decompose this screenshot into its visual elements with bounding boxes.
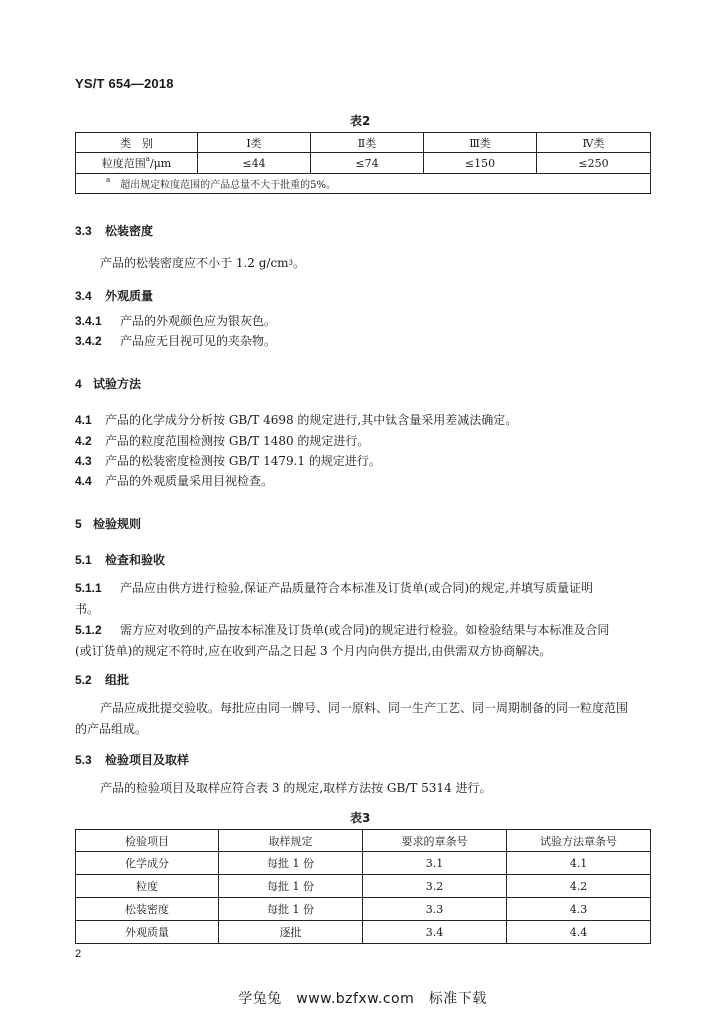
table2: [75, 132, 651, 194]
section-5-1-2-line2: (或订货单)的规定不符时,应在收到产品之日起 3 个月内向供方提出,由供需双方协商解决。: [75, 644, 552, 658]
section-3-3-heading: 3.3 松装密度: [75, 224, 154, 238]
table2-cell: ≤150: [424, 153, 537, 174]
table3-row: [76, 852, 651, 875]
table3-row: [76, 921, 651, 944]
table2-header-cell: Ⅱ类: [311, 133, 424, 153]
table3-header-row: [76, 830, 651, 852]
section-5-2-line2: 的产品组成。: [75, 722, 148, 736]
table3-cell: 逐批: [219, 921, 363, 944]
table3-cell: 3.2: [363, 875, 507, 898]
table3-row: [76, 898, 651, 921]
section-5-1-1-line1: 5.1.1 产品应由供方进行检验,保证产品质量符合本标准及订货单(或合同)的规定,并填写质量证明: [75, 581, 593, 595]
table2-header-cell: Ⅰ类: [198, 133, 311, 153]
table2-cell: ≤250: [537, 153, 651, 174]
table2-row: [76, 153, 651, 174]
table3-cell: 4.2: [507, 875, 651, 898]
table2-caption: 表2: [350, 114, 371, 128]
page-number: 2: [75, 948, 82, 960]
table3-caption: 表3: [350, 811, 371, 825]
section-3-4-2: 3.4.2 产品应无目视可见的夹杂物。: [75, 334, 277, 348]
table3-cell: 粒度: [76, 875, 219, 898]
table3-cell: 松装密度: [76, 898, 219, 921]
section-5-2-line1: 产品应成批提交验收。每批应由同一牌号、同一原料、同一生产工艺、同一周期制备的同一粒度范围: [100, 701, 629, 715]
table2-header-row: [76, 133, 651, 153]
document-code-header: YS/T 654—2018: [75, 76, 174, 91]
table3: [75, 829, 651, 944]
section-5-1-2-line1: 5.1.2 需方应对收到的产品按本标准及订货单(或合同)的规定进行检验。如检验结果与本标准及合同: [75, 623, 610, 637]
table3-cell: 每批 1 份: [219, 898, 363, 921]
section-4-heading: 4 试验方法: [75, 377, 142, 391]
section-3-3-text: 产品的松装密度应不小于 1.2 $g/cm^3$。: [100, 256, 306, 270]
table3-header-cell: 取样规定: [219, 830, 363, 852]
section-5-1-1-line2: 书。: [75, 602, 100, 616]
table2-note-row: [76, 174, 651, 194]
table2-header-cell: Ⅲ类: [424, 133, 537, 153]
table3-row: [76, 875, 651, 898]
section-4-3: 4.3 产品的松装密度检测按 GB/T 1479.1 的规定进行。: [75, 454, 381, 468]
table3-cell: 4.4: [507, 921, 651, 944]
table3-cell: 3.4: [363, 921, 507, 944]
table3-header-cell: 试验方法章条号: [507, 830, 651, 852]
table3-header-cell: 检验项目: [76, 830, 219, 852]
table3-cell: 3.1: [363, 852, 507, 875]
section-4-4: 4.4 产品的外观质量采用目视检查。: [75, 474, 274, 488]
table3-cell: 4.3: [507, 898, 651, 921]
table3-cell: 4.1: [507, 852, 651, 875]
table3-cell: 外观质量: [76, 921, 219, 944]
table3-cell: 3.3: [363, 898, 507, 921]
table3-cell: 每批 1 份: [219, 852, 363, 875]
section-3-4-heading: 3.4 外观质量: [75, 289, 154, 303]
table3-cell: 化学成分: [76, 852, 219, 875]
table2-header-cell: 类 别: [76, 133, 198, 153]
table2-cell: ≤44: [198, 153, 311, 174]
table3-cell: 每批 1 份: [219, 875, 363, 898]
table2-row-label: 粒度范围$^a$/μm: [76, 153, 198, 174]
section-5-1-heading: 5.1 检查和验收: [75, 553, 166, 567]
section-3-4-1: 3.4.1 产品的外观颜色应为银灰色。: [75, 314, 277, 328]
watermark-footer: 学兔兔 www.bzfxw.com 标准下载: [238, 991, 487, 1007]
table3-header-cell: 要求的章条号: [363, 830, 507, 852]
table2-header-cell: Ⅳ类: [537, 133, 651, 153]
section-5-heading: 5 检验规则: [75, 517, 142, 531]
table2-footnote: $^a$ 超出规定粒度范围的产品总量不大于批重的5%。: [76, 174, 651, 194]
section-5-2-heading: 5.2 组批: [75, 673, 130, 687]
section-4-2: 4.2 产品的粒度范围检测按 GB/T 1480 的规定进行。: [75, 434, 370, 448]
table2-cell: ≤74: [311, 153, 424, 174]
section-5-3-text: 产品的检验项目及取样应符合表 3 的规定,取样方法按 GB/T 5314 进行。: [100, 781, 492, 795]
section-4-1: 4.1 产品的化学成分分析按 GB/T 4698 的规定进行,其中钛含量采用差减法确定。: [75, 413, 518, 427]
section-5-3-heading: 5.3 检验项目及取样: [75, 753, 190, 767]
